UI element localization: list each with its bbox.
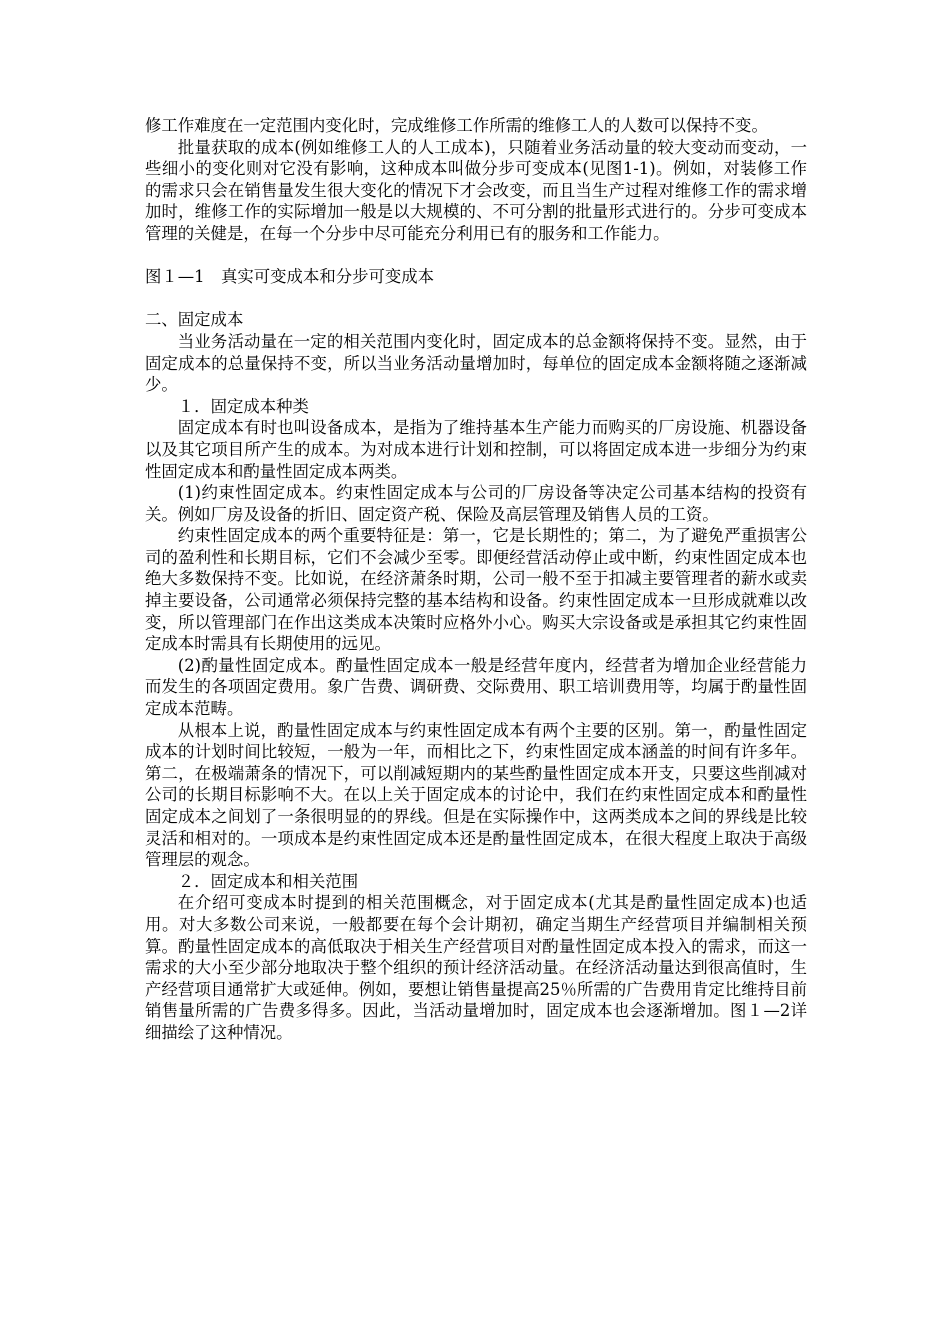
paragraph: (1)约束性固定成本。约束性固定成本与公司的厂房设备等决定公司基本结构的投资有关。例如厂房及设备的折旧、固定资产税、保险及高层管理及销售人员的工资。 bbox=[145, 483, 807, 524]
paragraph: 固定成本有时也叫设备成本，是指为了维持基本生产能力而购买的厂房设施、机器设备以及其它项目所产生的成本。为对成本进行计划和控制，可以将固定成本进一步细分为约束性固定成本和酌量性固定成本两类。 bbox=[145, 418, 807, 481]
blank-line bbox=[145, 288, 807, 310]
subsection-heading: １．固定成本种类 bbox=[177, 396, 309, 416]
paragraph: (2)酌量性固定成本。酌量性固定成本一般是经营年度内，经营者为增加企业经营能力而发生的各项固定费用。象广告费、调研费、交际费用、职工培训费用等，均属于酌量性固定成本范畴。 bbox=[145, 655, 807, 719]
paragraph: 批量获取的成本(例如维修工人的人工成本)，只随着业务活动量的较大变动而变动，一些细小的变化则对它没有影响，这种成本叫做分步可变成本(见图1-1)。例如，对装修工作的需求只会在销售量发生很大变化的情况下才会改变，而且当生产过程对维修工作的需求增加时，维修工作的实际增加一般是以大规模的、不可分割的批量形式进行的。分步可变成本管理的关健是，在每一个分步中尽可能充分利用已有的服务和工作能力。 bbox=[145, 137, 807, 243]
paragraph: 修工作难度在一定范围内变化时，完成维修工作所需的维修工人的人数可以保持不变。 bbox=[145, 116, 768, 135]
paragraph: 当业务活动量在一定的相关范围内变化时，固定成本的总金额将保持不变。显然，由于固定成本的总量保持不变，所以当业务活动量增加时，每单位的固定成本金额将随之逐渐减少。 bbox=[145, 331, 807, 395]
paragraph: 从根本上说，酌量性固定成本与约束性固定成本有两个主要的区别。第一，酌量性固定成本的计划时间比较短，一般为一年，而相比之下，约束性固定成本涵盖的时间有许多年。第二，在极端萧条的情况下，可以削减短期内的某些酌量性固定成本开支，只要这些削减对公司的长期目标影响不大。在以上关于固定成本的讨论中，我们在约束性固定成本和酌量性固定成本之间划了一条很明显的的界线。但是在实际操作中，这两类成本之间的界线是比较灵活和相对的。一项成本是约束性固定成本还是酌量性固定成本，在很大程度上取决于高级管理层的观念。 bbox=[145, 720, 807, 870]
blank-line bbox=[145, 245, 807, 267]
document-page bbox=[145, 115, 807, 1044]
paragraph: 约束性固定成本的两个重要特征是：第一，它是长期性的；第二，为了避免严重损害公司的盈利性和长期目标，它们不会减少至零。即便经营活动停止或中断，约束性固定成本也绝大多数保持不变。比如说，在经济萧条时期，公司一般不至于扣减主要管理者的薪水或卖掉主要设备，公司通常必须保持完整的基本结构和设备。约束性固定成本一旦形成就难以改变，所以管理部门在作出这类成本决策时应格外小心。购买大宗设备或是承担其它约束性固定成本时需具有长期使用的远见。 bbox=[145, 526, 807, 654]
section-heading: 二、固定成本 bbox=[145, 310, 244, 330]
subsection-heading: ２．固定成本和相关范围 bbox=[177, 871, 359, 891]
paragraph: 在介绍可变成本时提到的相关范围概念，对于固定成本(尤其是酌量性固定成本)也适用。对大多数公司来说，一般都要在每个会计期初，确定当期生产经营项目并编制相关预算。酌量性固定成本的高低取决于相关生产经营项目对酌量性固定成本投入的需求，而这一需求的大小至少部分地取决于整个组织的预计经济活动量。在经济活动量达到很高值时，生产经营项目通常扩大或延伸。例如，要想让销售量提高25％所需的广告费用肯定比维持目前销售量所需的广告费多得多。因此，当活动量增加时，固定成本也会逐渐增加。图１—2详细描绘了这种情况。 bbox=[145, 893, 807, 1042]
figure-caption: 图１—1 真实可变成本和分步可变成本 bbox=[145, 267, 435, 287]
